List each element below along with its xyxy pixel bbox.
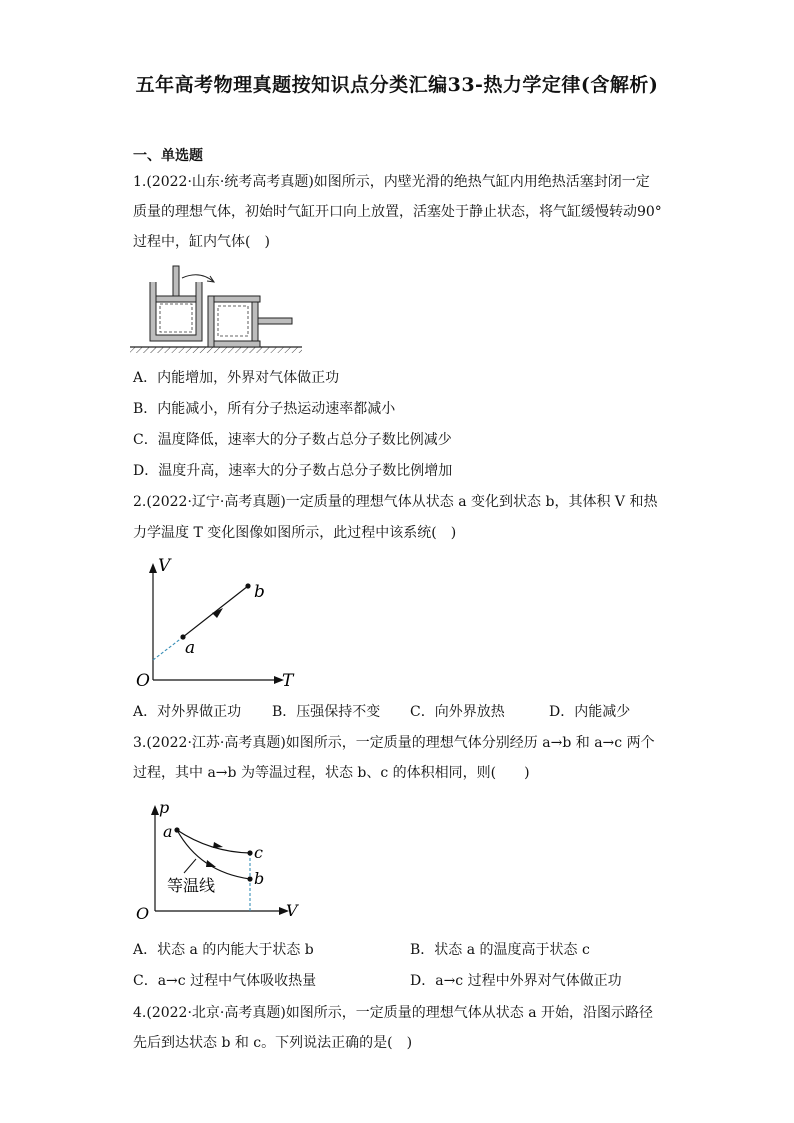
- q3-point-b: [247, 876, 252, 881]
- q1-option-b: B．内能减小，所有分子热运动速率都减小: [133, 401, 396, 417]
- q4-line-1: 4.(2022·北京·高考真题)如图所示，一定质量的理想气体从状态 a 开始，沿图示路径: [133, 1005, 654, 1021]
- q2-option-b: B．压强保持不变: [272, 704, 381, 720]
- q2-label-a: a: [185, 638, 196, 658]
- q2-dashed-extension: [153, 637, 183, 660]
- q2-line-2: 力学温度 T 变化图像如图所示，此过程中该系统( ): [133, 525, 457, 541]
- q3-option-d: D．a→c 过程中外界对气体做正功: [410, 973, 622, 989]
- q3-curve-a-to-c: [177, 830, 250, 853]
- q3-origin-label: O: [136, 904, 150, 923]
- q2-origin-label: O: [136, 671, 150, 690]
- q2-y-label: V: [158, 556, 171, 576]
- section-heading: 一、单选题: [133, 148, 203, 164]
- q1-option-c: C．温度降低，速率大的分子数占总分子数比例减少: [133, 432, 452, 448]
- q3-isotherm-label: 等温线: [167, 876, 216, 895]
- q3-label-a: a: [163, 822, 173, 841]
- q1-cylinder-figure: [130, 260, 305, 356]
- horizontal-cylinder: [208, 296, 214, 347]
- q1-line-2: 质量的理想气体，初始时气缸开口向上放置，活塞处于静止状态，将气缸缓慢转动90°: [133, 204, 662, 220]
- q3-x-label: V: [286, 901, 298, 920]
- q3-line-2: 过程，其中 a→b 为等温过程，状态 b、c 的体积相同，则( ): [133, 765, 530, 781]
- q3-y-label: p: [159, 798, 170, 817]
- horizontal-piston: [252, 302, 258, 341]
- upright-piston-rod: [173, 266, 179, 296]
- document-title: 五年高考物理真题按知识点分类汇编33-热力学定律(含解析): [135, 74, 659, 96]
- q3-option-c: C．a→c 过程中气体吸收热量: [133, 973, 317, 989]
- q3-isotherm-a-to-b: [177, 830, 250, 879]
- q3-line-1: 3.(2022·江苏·高考真题)如图所示，一定质量的理想气体分别经历 a→b 和 a→c 两个: [133, 735, 655, 751]
- q2-x-label: T: [282, 671, 294, 690]
- q2-point-b: [245, 583, 250, 588]
- q3-label-pointer: [184, 859, 196, 873]
- q3-point-a: [174, 827, 179, 832]
- upright-piston: [156, 296, 196, 302]
- q2-line-1: 2.(2022·辽宁·高考真题)一定质量的理想气体从状态 a 变化到状态 b，其体积 V 和热: [133, 494, 658, 510]
- q3-label-b: b: [254, 869, 265, 888]
- horizontal-piston-rod: [258, 318, 292, 324]
- q2-option-c: C．向外界放热: [410, 704, 505, 720]
- q3-point-c: [247, 850, 252, 855]
- q3-label-c: c: [254, 843, 263, 862]
- q1-line-1: 1.(2022·山东·统考高考真题)如图所示，内壁光滑的绝热气缸内用绝热活塞封闭一定: [133, 174, 650, 190]
- q3-option-b: B．状态 a 的温度高于状态 c: [410, 942, 590, 958]
- q3-option-a: A．状态 a 的内能大于状态 b: [133, 942, 314, 958]
- q1-line-3: 过程中，缸内气体( ): [133, 234, 270, 250]
- ground-hatch: [130, 347, 302, 353]
- q2-vt-graph: [130, 555, 300, 690]
- q1-option-d: D．温度升高，速率大的分子数占总分子数比例增加: [133, 463, 453, 479]
- q2-label-b: b: [254, 582, 265, 602]
- q1-option-a: A．内能增加，外界对气体做正功: [133, 370, 340, 386]
- q2-option-d: D．内能减少: [549, 704, 631, 720]
- q4-line-2: 先后到达状态 b 和 c。下列说法正确的是( ): [133, 1035, 413, 1051]
- q2-option-a: A．对外界做正功: [133, 704, 242, 720]
- q3-pv-graph: [130, 797, 310, 927]
